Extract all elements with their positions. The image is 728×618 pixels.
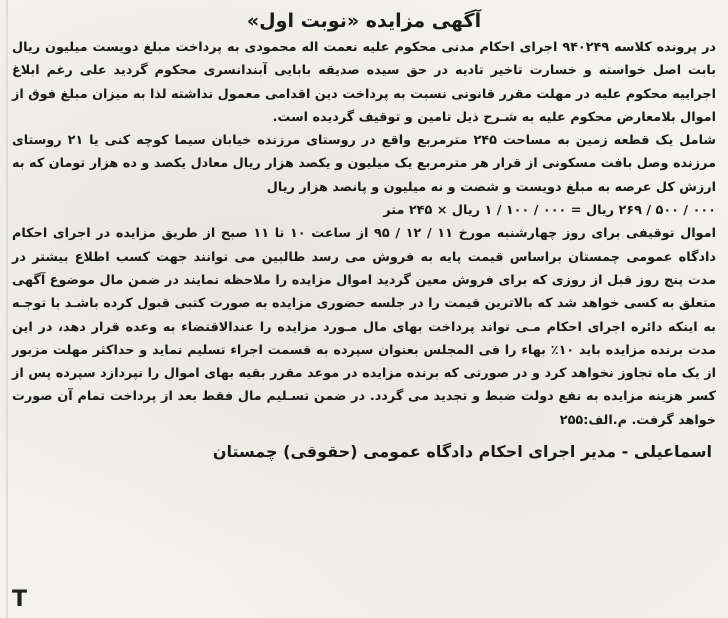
page-edge-shadow [6,0,8,618]
valuation-calculation: ۰۰۰ / ۵۰۰ / ۲۶۹ ریال = ۰۰۰ / ۱۰۰ / ۱ ریال × ۲۴۵ متر [383,203,716,219]
property-paragraph: شامل یک قطعه زمین به مساحت ۲۴۵ مترمربع واقع در روستای مرزنده خیابان سیما کوچه کنی یا ۲۱ روستای مرزنده وصل بافت مسکونی از قرار هر مترمربع یک میلیون و یکصد هزار ریال معادل یکصد و ده هزار تومان که به ارزش کل عرصه به مبلغ دویست و شصت و نه میلیون و پانصد هزار ریال [12,133,716,195]
corner-mark-icon: T [12,587,28,612]
case-paragraph: در پرونده کلاسه ۹۴۰۲۴۹ اجرای احکام مدنی محکوم علیه نعمت اله محمودی به پرداخت مبلغ دویست میلیون ریال بابت اصل خواسته و خسارت تاخیر تادیه در حق سیده صدیقه بابایی آبندانسری محکوم گردید علی رغم ابلاغ اجراییه محکوم علیه در مهلت مقرر قانونی نسبت به پرداخت دین اقدامی معمول نداشته لذا به میزان مبلغ فوق از اموال بلامعارض محکوم علیه به شـرح ذیل تامین و توقیف گردیده است. [12,40,716,125]
notice-title: آگهی مزایده «نوبت اول» [246,10,482,32]
auction-terms-paragraph: اموال توقیفی برای روز چهارشنبه مورخ ۱۱ / ۱۲ / ۹۵ از ساعت ۱۰ تا ۱۱ صبح از طریق مزایده در اجرای احکام دادگاه عمومی چمستان براساس قیمت پایه به فروش می رسد طالبین می توانند جهت کسب اطلاع بیشتر در مدت پنج روز قبل از روزی که برای فروش معین گردید اموال مزایده را ملاحظه نمایند در ضمن مال موضوع آگهی متعلق به کسی خواهد شد که بالاترین قیمت را در جلسه حضوری مزایده به صورت کتبی قبول کرده باشـد با توجـه به اینکه دائره اجرای احکام مـی تواند پرداخت بهای مال مـورد مزایده را عندالاقتضاء به وعده قرار دهد، در این مدت برنده مزایده باید ۱۰٪ بهاء را فی المجلس بعنوان سپرده به قسمت اجراء تسلیم نماید و حداکثر مهلت مزبور از یک ماه تجاوز نخواهد کرد و در صورتی که برنده مزایده در موعد مقرر بقیه بهای اموال را نپردازد سپرده پس از کسر هزینه مزایده به نفع دولت ضبط و تجدید می گردد. در ضمن تسـلیم مال فقط بعد از پرداخت تمام آن صورت خواهد گرفت. م.الف:۲۵۵ [12,226,717,428]
signature-line: اسماعیلی - مدیر اجرای احکام دادگاه عمومی (حقوقی) چمستان [212,442,712,462]
notice-body [12,36,716,432]
